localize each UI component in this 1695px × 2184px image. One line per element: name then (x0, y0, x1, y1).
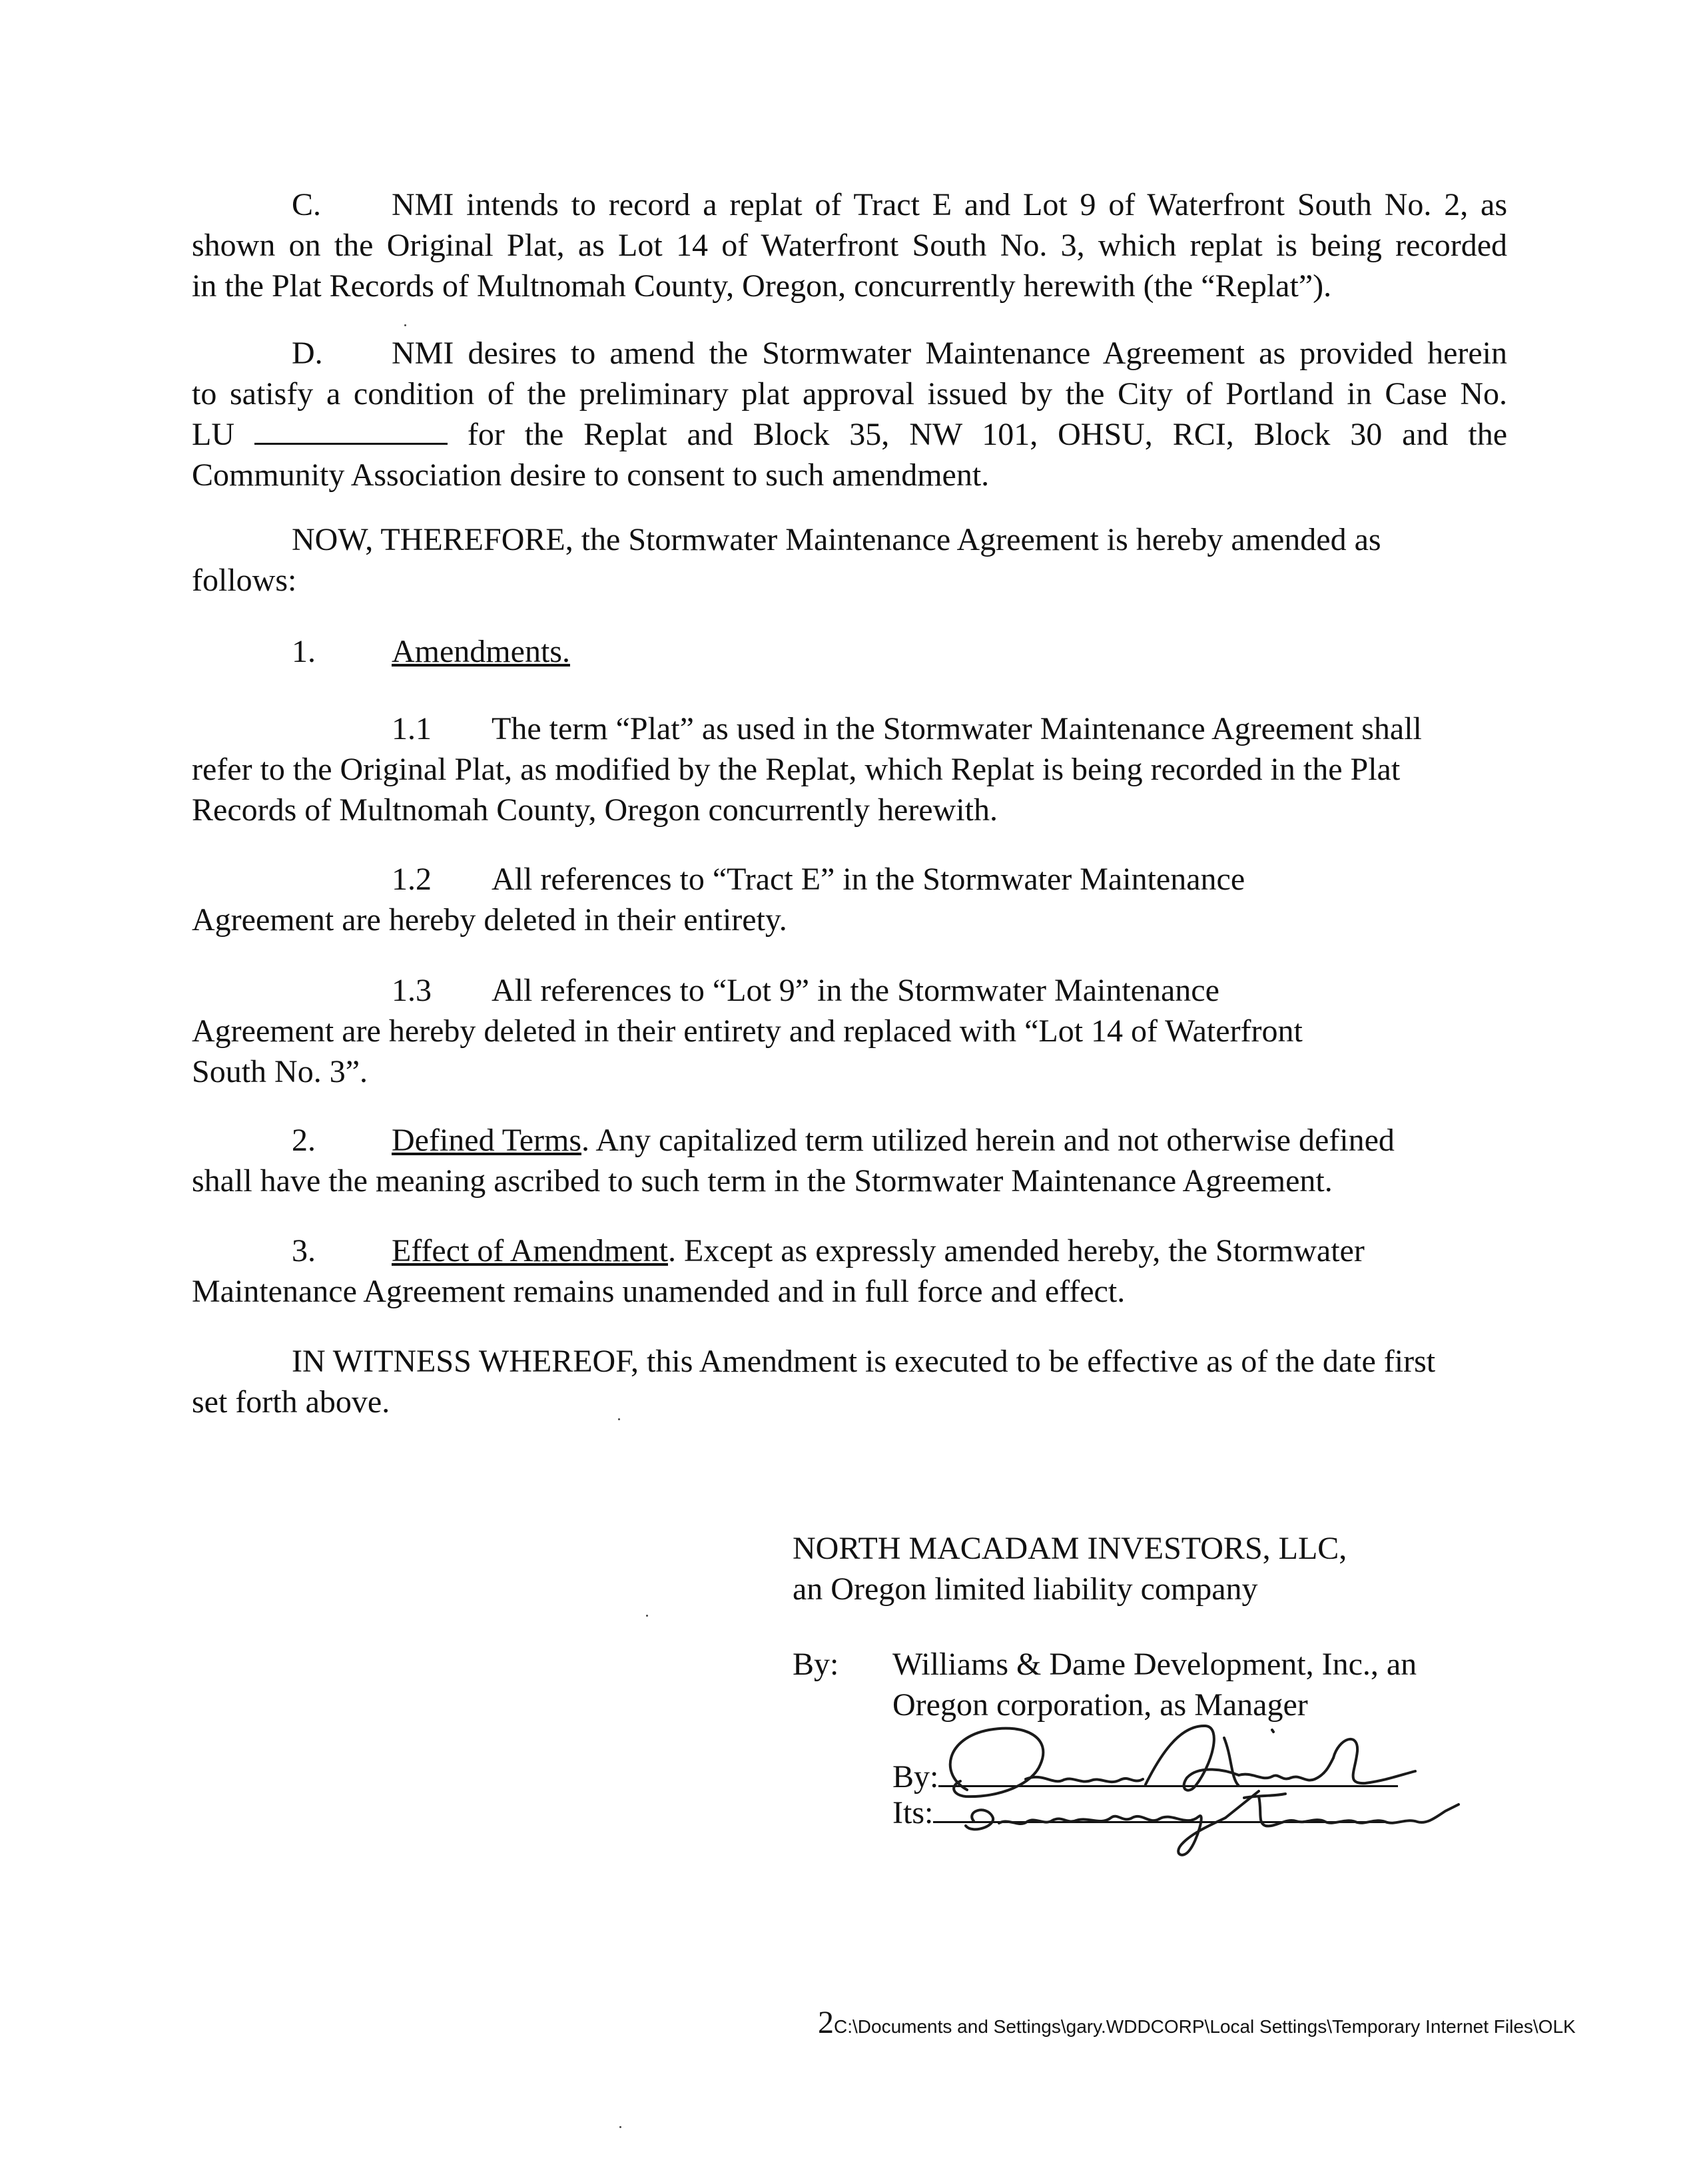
section-1-1-line-2: refer to the Original Plat, as modified by the Replat, which Replat is being recorded in the Plat (192, 752, 1401, 787)
section-1-number: 1. (292, 634, 316, 669)
recital-c-line-1: NMI intends to record a replat of Tract E and Lot 9 of Waterfront South No. 2, as (392, 187, 1507, 222)
section-1-2-number: 1.2 (392, 862, 432, 897)
signature-block (793, 1528, 1658, 1725)
file-path: C:\Documents and Settings\gary.WDDCORP\Local Settings\Temporary Internet Files\OLK (834, 2016, 1576, 2037)
scan-speck (646, 1615, 648, 1617)
section-1-1-number: 1.1 (392, 711, 432, 746)
section-2-title: Defined Terms (392, 1123, 581, 1158)
recital-d-line-1: NMI desires to amend the Stormwater Maintenance Agreement as provided herein (392, 336, 1507, 371)
section-1-2 (192, 859, 1507, 940)
section-3-line-2: Maintenance Agreement remains unamended and in full force and effect. (192, 1274, 1126, 1309)
company-name: NORTH MACADAM INVESTORS, LLC, (793, 1531, 1347, 1566)
recital-d-line-2: to satisfy a condition of the preliminary plat approval issued by the City of Portland in Case No. (192, 376, 1507, 411)
section-1-1-line-3: Records of Multnomah County, Oregon concurrently herewith. (192, 792, 998, 828)
section-1-heading (192, 631, 1507, 672)
recital-c (192, 184, 1507, 306)
section-3 (192, 1230, 1507, 1312)
page-number: 2 (818, 2005, 834, 2040)
manager-line-2: Oregon corporation, as Manager (892, 1687, 1308, 1723)
section-1-1 (192, 708, 1507, 830)
witness-line-1: IN WITNESS WHEREOF, this Amendment is executed to be effective as of the date first (292, 1344, 1436, 1379)
section-1-1-line-1: The term “Plat” as used in the Stormwater Maintenance Agreement shall (492, 711, 1422, 746)
scan-speck (619, 2126, 621, 2128)
section-2-number: 2. (292, 1123, 316, 1158)
handwritten-signature (926, 1711, 1512, 1864)
section-1-3-line-3: South No. 3”. (192, 1054, 368, 1089)
section-1-3 (192, 970, 1507, 1092)
recital-d-line-3-suffix: for the Replat and Block 35, NW 101, OHSU, RCI, Block 30 and the (467, 417, 1508, 452)
section-3-title: Effect of Amendment (392, 1233, 668, 1268)
section-1-2-line-2: Agreement are hereby deleted in their entirety. (192, 902, 787, 938)
section-1-title: Amendments. (392, 634, 570, 669)
section-2-line-1: . Any capitalized term utilized herein and not otherwise defined (581, 1123, 1395, 1158)
recital-c-line-2: shown on the Original Plat, as Lot 14 of Waterfront South No. 3, which replat is being recorded (192, 228, 1507, 263)
now-therefore-line-1: NOW, THEREFORE, the Stormwater Maintenance Agreement is hereby amended as (292, 522, 1381, 557)
scan-speck (618, 1418, 620, 1420)
section-1-3-line-1: All references to “Lot 9” in the Stormwater Maintenance (492, 973, 1219, 1008)
signatory-its-label: Its: (892, 1795, 934, 1830)
document-footer (818, 2004, 1576, 2041)
case-number-blank (254, 417, 448, 445)
section-2-line-2: shall have the meaning ascribed to such term in the Stormwater Maintenance Agreement. (192, 1163, 1333, 1199)
company-description: an Oregon limited liability company (793, 1571, 1258, 1607)
now-therefore-clause (192, 519, 1507, 601)
section-1-2-line-1: All references to “Tract E” in the Stormwater Maintenance (492, 862, 1245, 897)
recital-d (192, 333, 1507, 495)
section-2 (192, 1120, 1507, 1201)
recital-c-marker: C. (292, 187, 322, 222)
section-3-number: 3. (292, 1233, 316, 1268)
section-1-3-line-2: Agreement are hereby deleted in their entirety and replaced with “Lot 14 of Waterfront (192, 1013, 1303, 1049)
manager-by-label: By: (793, 1647, 839, 1682)
section-1-3-number: 1.3 (392, 973, 432, 1008)
recital-d-line-3-prefix: LU (192, 417, 234, 452)
section-3-line-1: . Except as expressly amended hereby, the Stormwater (667, 1233, 1365, 1268)
witness-clause (192, 1341, 1507, 1422)
recital-d-line-4: Community Association desire to consent to such amendment. (192, 457, 990, 493)
recital-c-line-3: in the Plat Records of Multnomah County, Oregon, concurrently herewith (the “Replat”). (192, 268, 1332, 304)
recital-d-marker: D. (292, 336, 323, 371)
scan-speck (404, 324, 406, 326)
witness-line-2: set forth above. (192, 1384, 390, 1420)
manager-line-1: Williams & Dame Development, Inc., an (892, 1647, 1417, 1682)
now-therefore-line-2: follows: (192, 563, 297, 598)
signatory-by-label: By: (892, 1759, 939, 1794)
